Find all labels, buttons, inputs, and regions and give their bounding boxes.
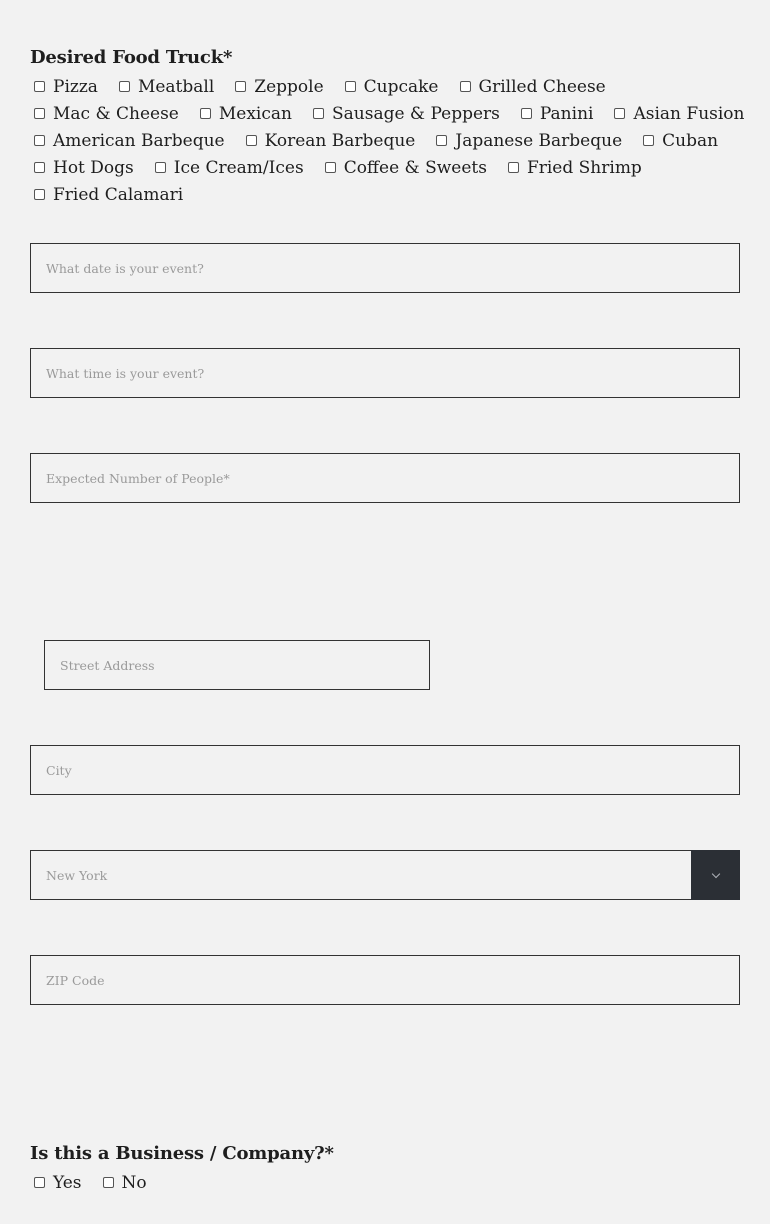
checkbox[interactable] (313, 108, 324, 119)
checkbox[interactable] (34, 162, 45, 173)
checkbox[interactable] (34, 1177, 45, 1188)
option-label: Mac & Cheese (53, 103, 179, 124)
option-cupcake[interactable] (345, 77, 439, 97)
option-cuban[interactable] (643, 131, 718, 151)
placeholder: ZIP Code (46, 972, 105, 988)
food-truck-row-5 (34, 181, 754, 208)
zip-code-input[interactable] (30, 955, 740, 1005)
expected-people-input[interactable] (30, 453, 740, 503)
option-fried-shrimp[interactable] (508, 158, 642, 178)
option-mexican[interactable] (200, 104, 292, 124)
food-truck-options (34, 73, 754, 208)
state-dropdown-button[interactable] (691, 850, 740, 900)
checkbox[interactable] (325, 162, 336, 173)
business-label: Is this a Business / Company?* (30, 1143, 334, 1164)
option-label: Yes (53, 1172, 82, 1193)
food-truck-row-3 (34, 127, 754, 154)
checkbox[interactable] (155, 162, 166, 173)
city-input[interactable] (30, 745, 740, 795)
option-coffee-and-sweets[interactable] (325, 158, 487, 178)
option-zeppole[interactable] (235, 77, 323, 97)
option-label: Pizza (53, 76, 98, 97)
business-row (34, 1169, 754, 1196)
placeholder: What date is your event? (46, 260, 204, 276)
placeholder: Expected Number of People* (46, 470, 230, 486)
checkbox[interactable] (34, 81, 45, 92)
event-date-input[interactable] (30, 243, 740, 293)
checkbox[interactable] (521, 108, 532, 119)
option-label: Korean Barbeque (264, 130, 416, 151)
option-hot-dogs[interactable] (34, 158, 134, 178)
checkbox[interactable] (643, 135, 654, 146)
checkbox[interactable] (103, 1177, 114, 1188)
option-ice-cream-ices[interactable] (155, 158, 304, 178)
placeholder: City (46, 762, 72, 778)
option-mac-and-cheese[interactable] (34, 104, 179, 124)
option-meatball[interactable] (119, 77, 214, 97)
checkbox[interactable] (246, 135, 257, 146)
checkbox[interactable] (460, 81, 471, 92)
food-truck-row-4 (34, 154, 754, 181)
state-select[interactable] (30, 850, 740, 900)
checkbox[interactable] (235, 81, 246, 92)
street-address-input[interactable] (44, 640, 430, 690)
option-label: No (121, 1172, 147, 1193)
option-label: Hot Dogs (53, 157, 134, 178)
placeholder: What time is your event? (46, 365, 205, 381)
checkbox[interactable] (34, 189, 45, 200)
event-time-input[interactable] (30, 348, 740, 398)
food-truck-row-1 (34, 73, 754, 100)
option-fried-calamari[interactable] (34, 185, 183, 205)
state-value: New York (46, 867, 108, 883)
business-options (34, 1169, 754, 1196)
option-asian-fusion[interactable] (614, 104, 744, 124)
checkbox[interactable] (436, 135, 447, 146)
option-no[interactable] (103, 1173, 147, 1193)
option-label: Panini (539, 103, 594, 124)
option-label: Cuban (662, 130, 719, 151)
checkbox[interactable] (614, 108, 625, 119)
checkbox[interactable] (345, 81, 356, 92)
placeholder: Street Address (60, 657, 155, 673)
checkbox[interactable] (119, 81, 130, 92)
option-label: American Barbeque (53, 130, 225, 151)
option-label: Asian Fusion (633, 103, 745, 124)
option-label: Sausage & Peppers (331, 103, 500, 124)
option-label: Fried Shrimp (526, 157, 642, 178)
option-label: Ice Cream/Ices (173, 157, 304, 178)
option-american-barbeque[interactable] (34, 131, 225, 151)
food-truck-row-2 (34, 100, 754, 127)
food-truck-label: Desired Food Truck* (30, 47, 233, 68)
option-label: Meatball (137, 76, 215, 97)
option-sausage-and-peppers[interactable] (313, 104, 500, 124)
option-yes[interactable] (34, 1173, 82, 1193)
checkbox[interactable] (34, 108, 45, 119)
option-label: Grilled Cheese (478, 76, 606, 97)
option-label: Mexican (218, 103, 292, 124)
checkbox[interactable] (508, 162, 519, 173)
option-pizza[interactable] (34, 77, 98, 97)
option-label: Japanese Barbeque (455, 130, 623, 151)
checkbox[interactable] (200, 108, 211, 119)
option-label: Cupcake (363, 76, 439, 97)
option-label: Zeppole (254, 76, 324, 97)
option-label: Fried Calamari (53, 184, 184, 205)
option-korean-barbeque[interactable] (246, 131, 416, 151)
option-panini[interactable] (521, 104, 594, 124)
option-japanese-barbeque[interactable] (436, 131, 622, 151)
chevron-down-icon (711, 869, 719, 877)
checkbox[interactable] (34, 135, 45, 146)
option-label: Coffee & Sweets (343, 157, 487, 178)
option-grilled-cheese[interactable] (460, 77, 606, 97)
